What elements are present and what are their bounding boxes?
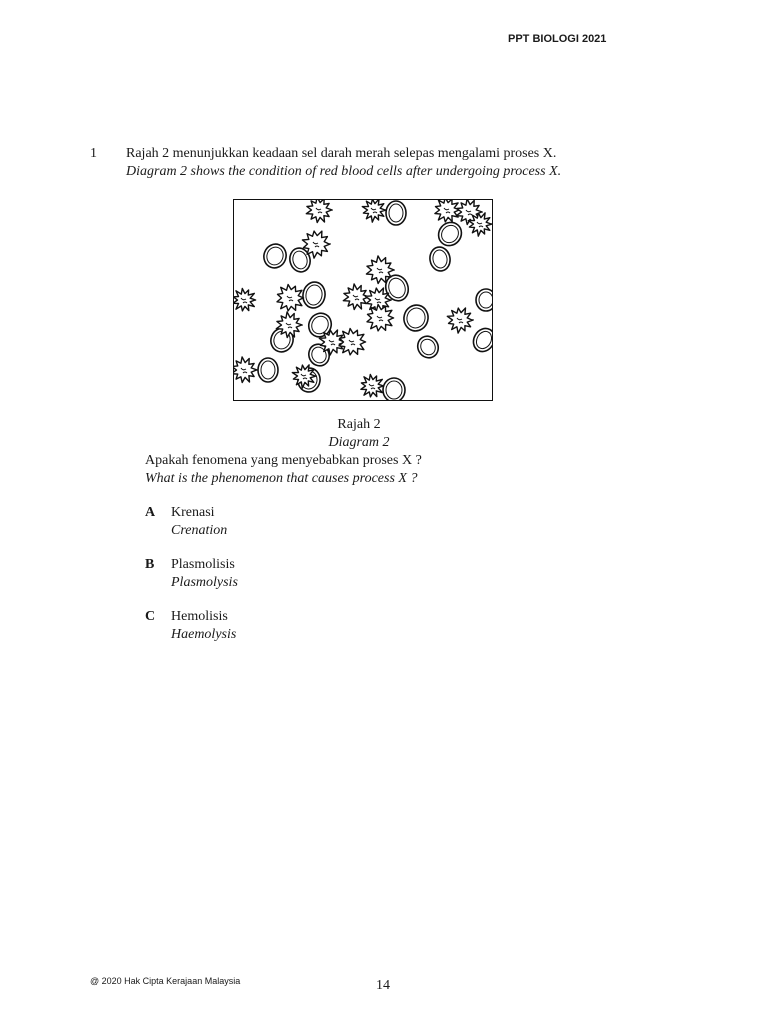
page-number: 14 bbox=[376, 978, 390, 993]
crenated-red-blood-cell bbox=[277, 285, 304, 311]
crenated-red-blood-cell bbox=[306, 200, 332, 223]
cells-drawing bbox=[234, 200, 492, 400]
normal-red-blood-cell bbox=[383, 378, 405, 400]
normal-red-blood-cell bbox=[434, 218, 466, 251]
normal-red-blood-cell bbox=[386, 201, 406, 225]
option-c-malay: Hemolisis bbox=[171, 609, 228, 624]
crenated-red-blood-cell bbox=[234, 357, 257, 383]
crenated-red-blood-cell bbox=[234, 289, 256, 311]
option-c-english: Haemolysis bbox=[171, 627, 237, 642]
crenated-red-blood-cell bbox=[435, 200, 460, 222]
normal-red-blood-cell bbox=[414, 332, 442, 361]
normal-red-blood-cell bbox=[258, 358, 278, 382]
normal-red-blood-cell bbox=[261, 241, 290, 271]
question-stem-english: Diagram 2 shows the condition of red blood cells after undergoing process X. bbox=[126, 164, 562, 179]
normal-red-blood-cell bbox=[469, 325, 492, 356]
crenated-red-blood-cell bbox=[361, 375, 384, 397]
crenated-red-blood-cell bbox=[367, 305, 394, 331]
normal-red-blood-cell bbox=[401, 302, 431, 333]
option-a-english: Crenation bbox=[171, 523, 228, 538]
crenated-red-blood-cell bbox=[447, 308, 473, 333]
normal-red-blood-cell bbox=[476, 289, 492, 311]
option-a-malay: Krenasi bbox=[171, 505, 215, 520]
crenated-red-blood-cell bbox=[362, 200, 386, 222]
option-b-letter: B bbox=[145, 557, 155, 572]
footer-copyright: @ 2020 Hak Cipta Kerajaan Malaysia bbox=[90, 976, 241, 986]
option-b-malay: Plasmolisis bbox=[171, 557, 235, 572]
question-prompt-malay: Apakah fenomena yang menyebabkan proses X ? bbox=[145, 453, 422, 468]
diagram-caption-malay: Rajah 2 bbox=[337, 417, 381, 432]
option-b-english: Plasmolysis bbox=[171, 575, 238, 590]
question-prompt-english: What is the phenomenon that causes process X ? bbox=[145, 471, 418, 486]
crenated-red-blood-cell bbox=[339, 329, 366, 355]
question-number: 1 bbox=[90, 146, 97, 161]
option-a-letter: A bbox=[145, 505, 156, 520]
red-blood-cells-diagram bbox=[233, 199, 493, 401]
crenated-red-blood-cell bbox=[302, 231, 330, 258]
diagram-caption-english: Diagram 2 bbox=[328, 435, 390, 450]
question-stem-malay: Rajah 2 menunjukkan keadaan sel darah merah selepas mengalami proses X. bbox=[126, 146, 557, 161]
normal-red-blood-cell bbox=[428, 245, 452, 272]
header-title: PPT BIOLOGI 2021 bbox=[508, 33, 607, 45]
option-c-letter: C bbox=[145, 609, 156, 624]
normal-red-blood-cell bbox=[301, 280, 327, 309]
